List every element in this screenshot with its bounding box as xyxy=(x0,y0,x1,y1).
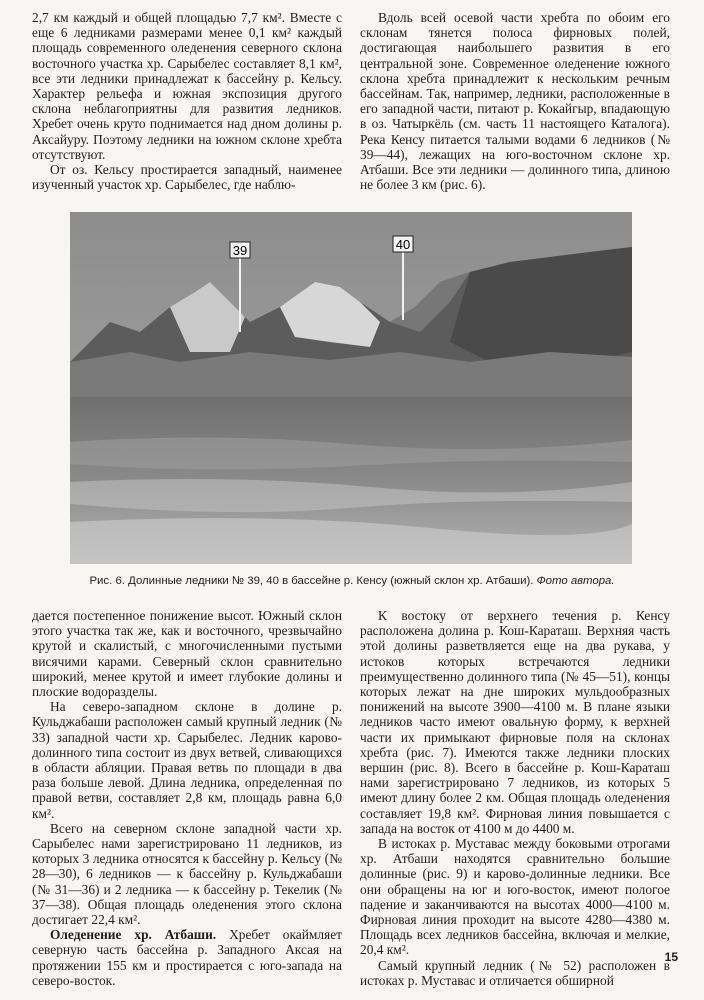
column-top-right xyxy=(360,10,670,192)
paragraph: 2,7 км каждый и общей площадью 7,7 км². Вместе с еще 6 ледниками размерами менее 0,1 км² каждый площадь современного оледенения северного склона восточного участка хр. Сарыбелес составляет 8,1 км², все эти ледники принадлежат к бассейну р. Кельсу. Характер рельефа и южная экспозиция другого склона неблагоприятны для развития ледников. Хребет очень круто поднимается над дном долины р. Аксайуру. Поэтому ледники на южном склоне хребта отсутствуют. xyxy=(32,10,342,162)
mountain-photo-illustration xyxy=(70,212,632,564)
section-heading: Оледенение хр. Атбаши. xyxy=(50,927,217,943)
caption-author: Фото автора. xyxy=(536,575,615,587)
paragraph: На северо-западном склоне в долине р. Кульджабаши расположен самый крупный ледник (№ 33) западной части хр. Сарыбелес. Ледник карово-долинного типа состоит из двух ветвей, сливающихся в области абляции. Правая ветвь по площади в два раза больше левой. Длина ледника, определенная по правой ветви, составляет 2,8 км, площадь равна 6,0 км². xyxy=(32,699,342,821)
paragraph xyxy=(32,927,342,988)
column-top-left xyxy=(32,10,342,192)
caption-text: Рис. 6. Долинные ледники № 39, 40 в бассейне р. Кенсу (южный склон хр. Атбаши). xyxy=(89,575,534,587)
paragraph-text: Хребет окаймляет северную часть бассейна р. Западного Аксая на протяжении 155 км и простирается с юго-запада на северо-восток. xyxy=(32,927,342,988)
paragraph: дается постепенное понижение высот. Южный склон этого участка так же, как и восточного, чрезвычайно крутой и скалистый, с многочисленными пустыми висячими карами. Северный склон сравнительно широкий, менее крутой и имеет глубокие долины и плоские водоразделы. xyxy=(32,608,342,700)
figure-marker-39: 39 xyxy=(232,243,248,258)
paragraph: Всего на северном склоне западной части хр. Сарыбелес нами зарегистрировано 11 ледников, из которых 3 ледника относятся к бассейну р. Кельсу (№ 28—30), 6 ледников — к бассейну р. Кульджабаши (№ 31—36) и 2 ледника — к бассейну р. Текелик (№ 37—38). Общая площадь оледенения этого склона достигает 22,4 км². xyxy=(32,820,342,928)
figure-caption xyxy=(30,574,674,588)
page-number: 15 xyxy=(664,950,678,964)
paragraph: От оз. Кельсу простирается западный, наименее изученный участок хр. Сарыбелес, где наблю- xyxy=(32,162,342,193)
column-bottom-right xyxy=(360,608,670,988)
paragraph: В истоках р. Муставас между боковыми отрогами хр. Атбаши находятся сравнительно большие долинные (рис. 9) и карово-долинные ледники. Все они обращены на юг и юго-восток, имеют пологое падение и заканчиваются на высотах 4000—4100 м. Фирновая линия проходит на высоте 4280—4380 м. Площадь всех ледников бассейна, включая и мелкие, 20,4 км². xyxy=(360,836,670,958)
figure-photo xyxy=(70,212,632,564)
paragraph: К востоку от верхнего течения р. Кенсу расположена долина р. Кош-Караташ. Верхняя часть этой долины разветвляется еще на два рукава, у истоков которых встречаются ледники преимущественно долинного типа (№ 45—51), концы которых лежат на дне широких мульдообразных понижений на высоте 3900—4100 м. В плане языки ледников часто имеют овальную форму, к верхней части их примыкают фирновые поля на склонах хребта (рис. 7). Имеются также ледники плоских вершин (рис. 8). Всего в бассейне р. Кош-Караташ нами зарегистрировано 7 ледников, из которых 5 имеют длину более 2 км. Общая площадь оледенения составляет 19,8 км². Фирновая линия повышается с запада на восток от 4100 м до 4400 м. xyxy=(360,608,670,836)
column-bottom-left xyxy=(32,608,342,988)
paragraph: Вдоль всей осевой части хребта по обоим его склонам тянется полоса фирновых полей, достигающая наибольшего развития в его центральной зоне. Современное оледенение южного склона хребта принадлежит к нескольким речным бассейнам. Так, например, ледники, расположенные в его западной части, питают р. Кокайгыр, впадающую в оз. Чатыркёль (см. часть 11 настоящего Каталога). Река Кенсу питается талыми водами 6 ледников (№ 39—44), лежащих на юго-восточном склоне хр. Атбаши. Все эти ледники — долинного типа, длиною не более 3 км (рис. 6). xyxy=(360,10,670,193)
paragraph: Самый крупный ледник (№ 52) расположен в истоках р. Муставас и отличается обширной xyxy=(360,957,670,988)
figure-marker-40: 40 xyxy=(395,237,411,252)
